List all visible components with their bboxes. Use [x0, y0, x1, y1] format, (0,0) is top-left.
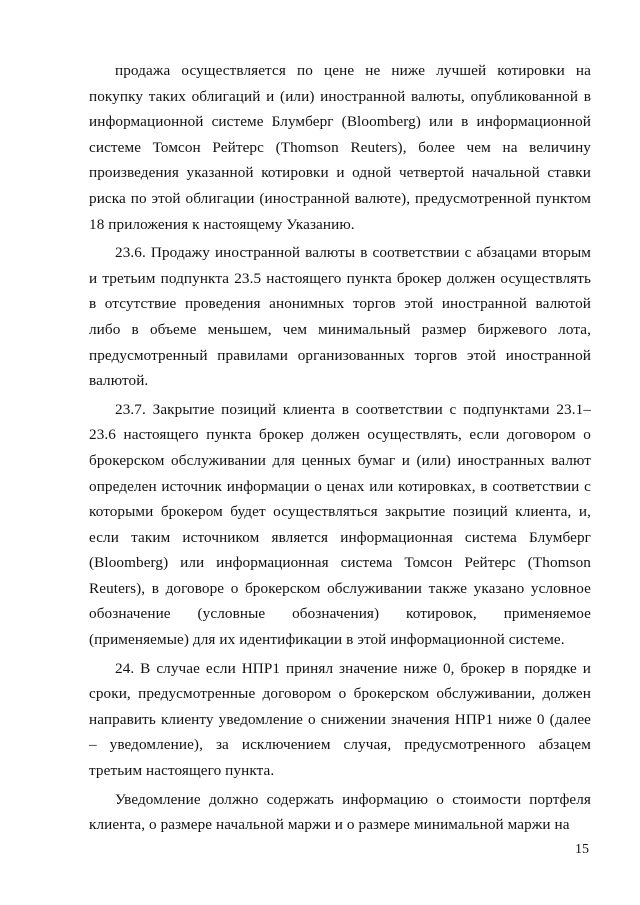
page-number: 15	[575, 842, 589, 857]
paragraph-5: Уведомление должно содержать информацию о стоимости портфеля клиента, о размере начальной маржи и о размере минимальной маржи на	[89, 790, 591, 834]
paragraph-2: 23.6. Продажу иностранной валюты в соответствии с абзацами вторым и третьим подпункта 23.5 настоящего пункта брокер должен осуществлять в отсутствие проведения анонимных торгов этой иностранной валютой либо в объеме меньшем, чем минимальный размер биржевого лота, предусмотренный правилами организованных торгов этой иностранной валютой.	[89, 244, 591, 390]
paragraph-1: продажа осуществляется по цене не ниже лучшей котировки на покупку таких облигаций и (или) иностранной валюты, опубликованной в информационной системе Блумберг (Bloomberg) или в информационной системе Томсон Рейтерс (Thomson Reuters), более чем на величину произведения указанной котировки и одной четвертой начальной ставки риска по этой облигации (иностранной валюте), предусмотренной пунктом 18 приложения к настоящему Указанию.	[89, 62, 591, 233]
paragraph-3: 23.7. Закрытие позиций клиента в соответствии с подпунктами 23.1–23.6 настоящего пункта брокер должен осуществлять, если договором о брокерском обслуживании для ценных бумаг и (или) иностранных валют определен источник информации о ценах или котировках, в соответствии с которыми брокером будет осуществляться закрытие позиций клиента, и, если таким источником является информационная система Блумберг (Bloomberg) или информационная система Томсон Рейтерс (Thomson Reuters), в договоре о брокерском обслуживании также указано условное обозначение (условные обозначения) котировок, применяемое (применяемые) для их идентификации в этой информационной системе.	[89, 400, 591, 649]
paragraph-4: 24. В случае если НПР1 принял значение ниже 0, брокер в порядке и сроки, предусмотренные договором о брокерском обслуживании, должен направить клиенту уведомление о снижении значения НПР1 ниже 0 (далее – уведомление), за исключением случая, предусмотренного абзацем третьим настоящего пункта.	[89, 659, 591, 780]
document-page	[89, 58, 591, 841]
